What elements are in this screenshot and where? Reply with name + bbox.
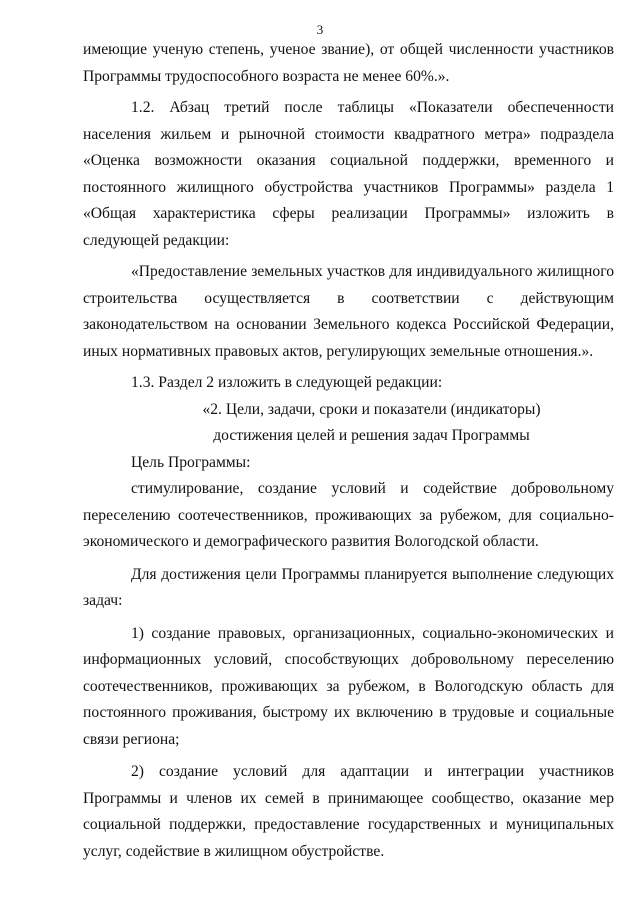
page-number: 3 [316, 22, 324, 37]
document-body [83, 37, 614, 865]
paragraph-goal-text: стимулирование, создание условий и содействие добровольному переселению соотечественников, проживающих за рубежом, для социально-экономического и демографического развития Вологодской области. [83, 480, 614, 550]
paragraph-quoted-land-plots: «Предоставление земельных участков для индивидуального жилищного строительства осуществляется в соответствии с действующим законодательством на основании Земельного кодекса Российской Федерации, иных нормативных правовых актов, регулирующих земельные отношения.». [83, 263, 614, 360]
section-heading-line-1: «2. Цели, задачи, сроки и показатели (индикаторы) [202, 400, 541, 418]
paragraph-goal-label: Цель Программы: [131, 453, 251, 471]
paragraph-tasks-intro: Для достижения цели Программы планируется выполнение следующих задач: [83, 565, 614, 609]
paragraph-amendment-1-3: 1.3. Раздел 2 изложить в следующей редакции: [131, 374, 443, 391]
paragraph-amendment-1-2: 1.2. Абзац третий после таблицы «Показатели обеспеченности населения жильем и рыночной стоимости квадратного метра» подраздела «Оценка возможности оказания социальной поддержки, временного и постоянного жилищного обустройства участников Программы» раздела 1 «Общая характеристика сферы реализации Программы» изложить в следующей редакции: [83, 99, 614, 249]
paragraph-continuation: имеющие ученую степень, ученое звание), от общей численности участников Программы трудоспособного возраста не менее 60%.». [83, 41, 614, 85]
paragraph-task-2: 2) создание условий для адаптации и интеграции участников Программы и членов их семей в принимающее сообщество, оказание мер социальной поддержки, предоставление государственных и муниципальных услуг, содействие в жилищном обустройстве. [83, 763, 614, 860]
paragraph-task-1: 1) создание правовых, организационных, социально-экономических и информационных условий, способствующих добровольному переселению соотечественников, проживающих за рубежом, в Вологодскую область для постоянного проживания, быстрому их включению в трудовые и социальные связи региона; [83, 624, 614, 748]
section-heading-line-2: достижения целей и решения задач Программы [213, 427, 530, 444]
